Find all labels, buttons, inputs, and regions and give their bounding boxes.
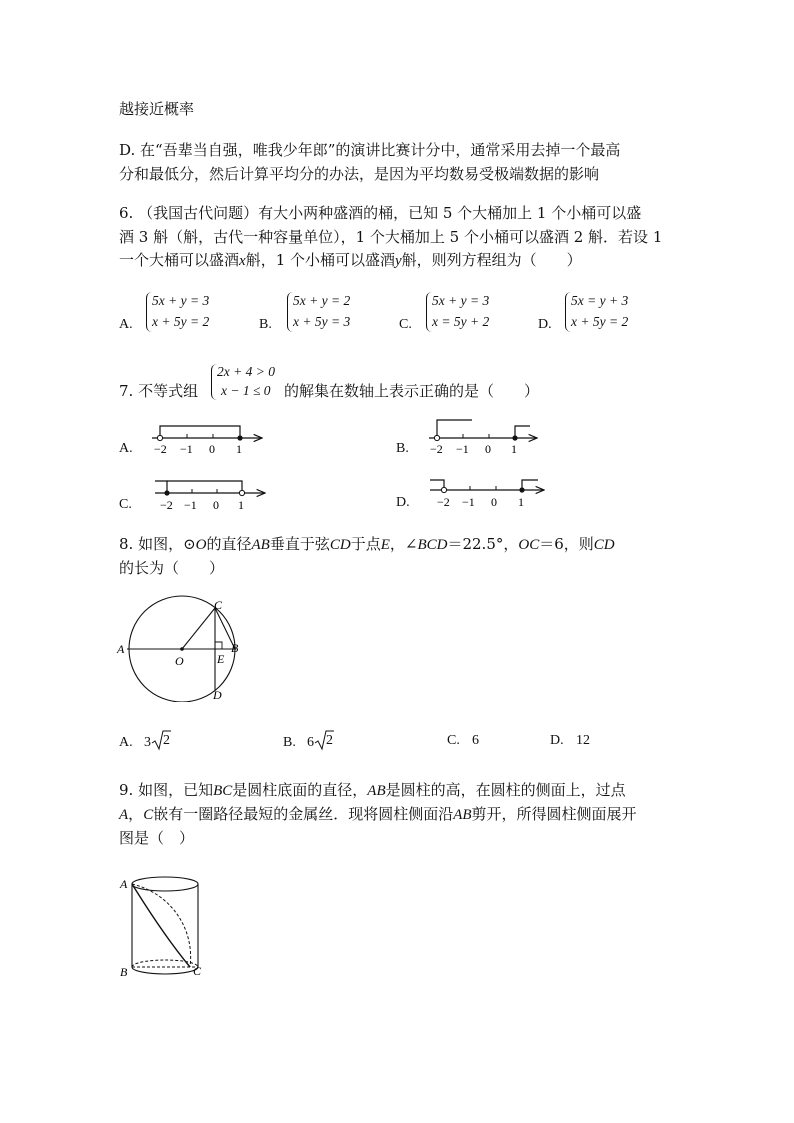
q8-circle-figure	[115, 592, 255, 702]
q7-eq2: x − 1 ≤ 0	[221, 383, 271, 398]
tick-label: −2	[437, 495, 450, 509]
point-c-label: C	[214, 598, 223, 612]
q7-suffix: 的解集在数轴上表示正确的是（ ）	[284, 382, 540, 400]
tick-label: −1	[180, 442, 193, 456]
q7-label-d[interactable]: D.	[396, 495, 410, 510]
q9-line1: 9. 如图，已知BC是圆柱底面的直径，AB是圆柱的高，在圆柱的侧面上，过点	[119, 781, 626, 799]
number-line-d	[430, 480, 544, 509]
tick-label: 1	[238, 498, 244, 512]
q9-line2: A，C嵌有一圈路径最短的金属丝．现将圆柱侧面沿AB剪开，所得圆柱侧面展开	[119, 805, 637, 823]
option-d-line1: D. 在“吾辈当自强，唯我少年郎”的演讲比赛计分中，通常采用去掉一个最高	[119, 141, 621, 159]
q6-line3: 一个大桶可以盛酒x斛，1 个小桶可以盛酒y斛，则列方程组为（ ）	[119, 251, 582, 269]
q7-prefix: 7. 不等式组	[119, 382, 199, 400]
number-line-b	[429, 420, 537, 456]
tick-label: −1	[184, 498, 197, 512]
tick-label: −2	[160, 498, 173, 512]
tick-label: −1	[456, 442, 469, 456]
tick-label: −1	[462, 495, 475, 509]
tick-label: 0	[485, 442, 491, 456]
q9-cylinder-figure	[115, 868, 215, 983]
point-b-label: B	[231, 641, 239, 655]
q7-eq1: 2x + 4 > 0	[217, 364, 275, 379]
cyl-point-b-label: B	[120, 965, 128, 979]
tick-label: 0	[213, 498, 219, 512]
point-d-label: D	[213, 688, 222, 702]
option-d-line2: 分和最低分，然后计算平均分的办法，是因为平均数易受极端数据的影响	[119, 165, 600, 183]
cyl-point-c-label: C	[193, 964, 202, 978]
point-o-label: O	[175, 654, 184, 668]
cyl-point-a-label: A	[120, 877, 128, 891]
q8-line1: 8. 如图，⊙O的直径AB垂直于弦CD于点E，∠BCD＝22.5°，OC＝6，则CD	[119, 535, 615, 553]
q8-line2: 的长为（ ）	[119, 559, 225, 577]
tick-label: 0	[209, 442, 215, 456]
q6-line2: 酒 3 斛（斛，古代一种容量单位），1 个大桶加上 5 个小桶可以盛酒 2 斛．若设 1	[119, 228, 663, 246]
q7-label-b[interactable]: B.	[396, 441, 409, 456]
q6-line1: 6. （我国古代问题）有大小两种盛酒的桶，已知 5 个大桶加上 1 个小桶可以盛	[119, 204, 642, 222]
q7-label-c[interactable]: C.	[119, 497, 132, 512]
tick-label: 1	[518, 495, 524, 509]
point-a-label: A	[117, 642, 125, 656]
q7-label-a[interactable]: A.	[119, 441, 133, 456]
number-line-c	[155, 481, 265, 512]
number-line-a	[152, 426, 262, 456]
point-e-label: E	[217, 652, 225, 666]
q9-line3: 图是（ ）	[119, 829, 195, 847]
tick-label: 1	[236, 442, 242, 456]
tick-label: −2	[430, 442, 443, 456]
tick-label: −2	[154, 442, 167, 456]
tick-label: 1	[511, 442, 517, 456]
continued-line: 越接近概率	[119, 100, 195, 118]
tick-label: 0	[491, 495, 497, 509]
